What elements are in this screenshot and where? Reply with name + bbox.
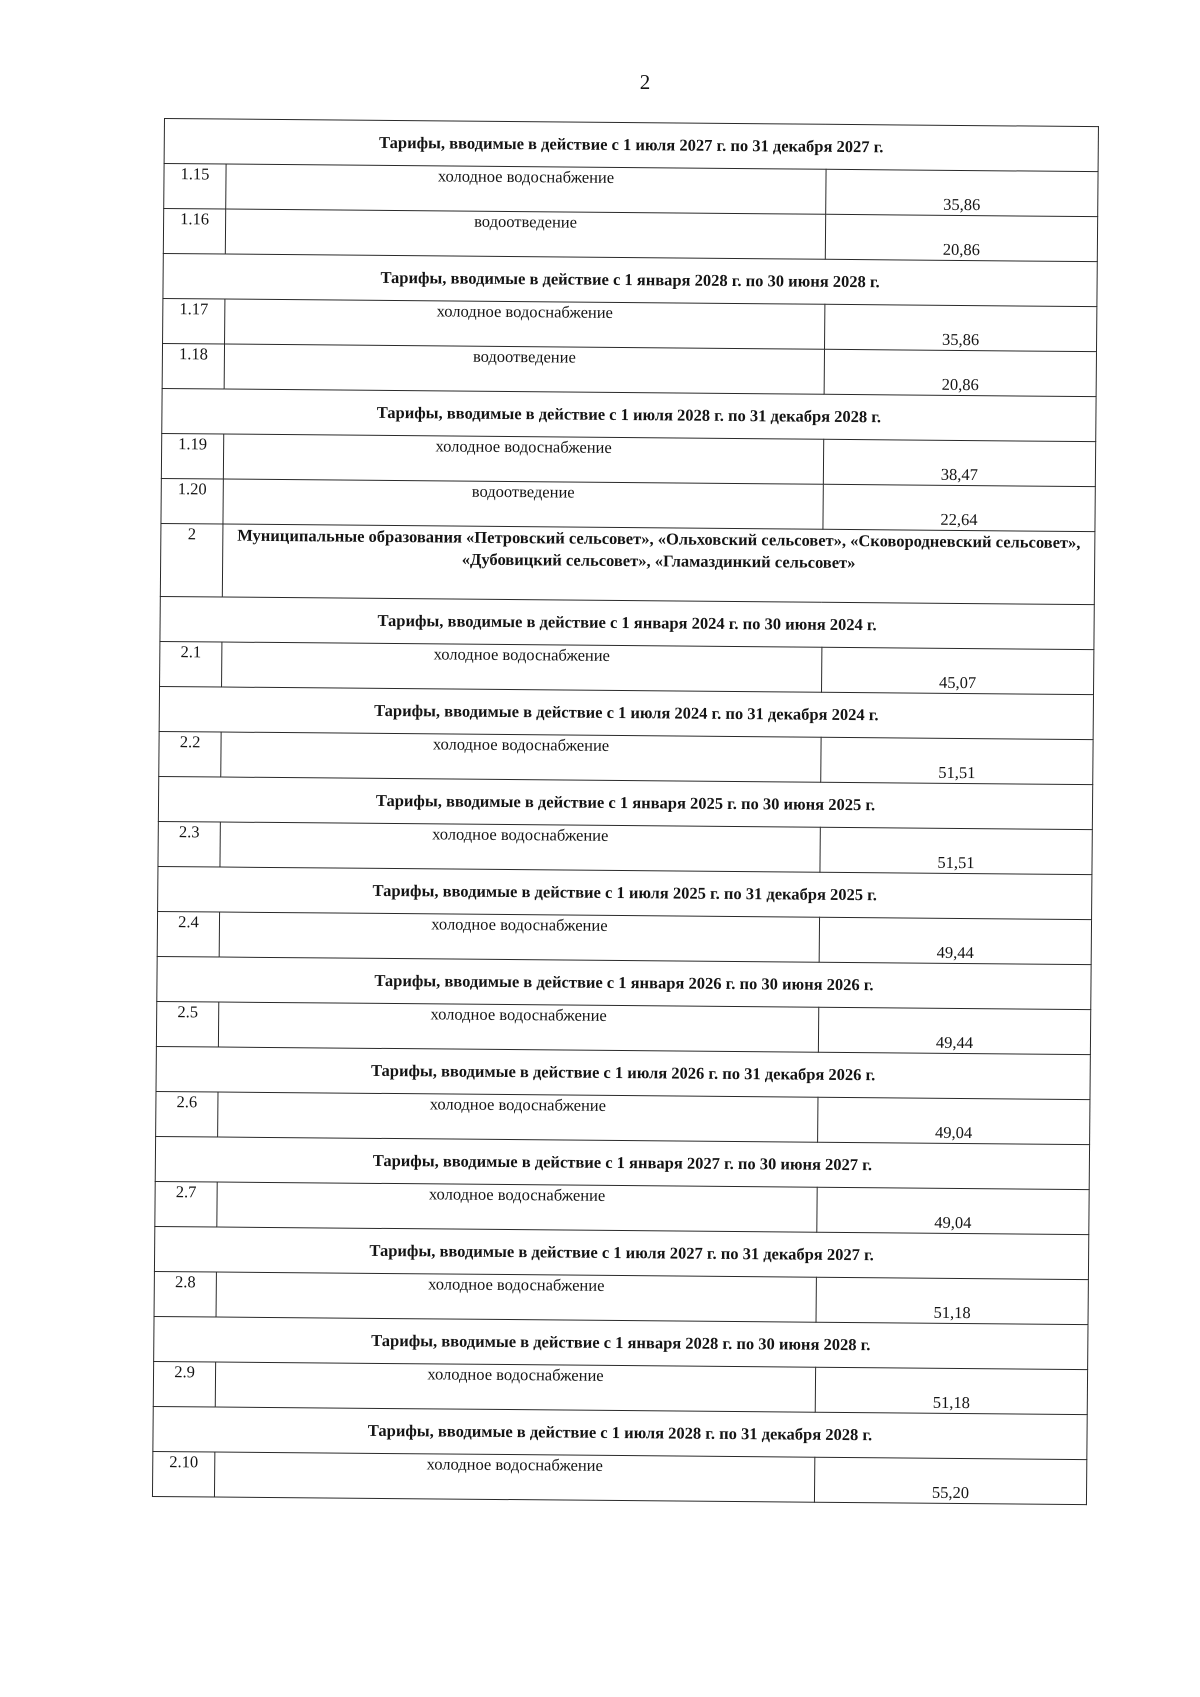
- tariff-value: 49,44: [818, 1007, 1090, 1054]
- item-number: 2.7: [155, 1181, 217, 1227]
- period-header: Тарифы, вводимые в действие с 1 января 2026 г. по 30 июня 2026 г.: [157, 956, 1091, 1009]
- tariff-row: [153, 1361, 1087, 1414]
- period-header: Тарифы, вводимые в действие с 1 января 2024 г. по 30 июня 2024 г.: [160, 596, 1094, 649]
- tariff-value: 49,04: [817, 1187, 1089, 1234]
- item-number: 2.2: [159, 731, 221, 777]
- period-header-row: [153, 1406, 1087, 1459]
- service-name: холодное водоснабжение: [217, 1182, 817, 1232]
- item-number: 2.6: [156, 1091, 218, 1137]
- tariff-value: 51,51: [821, 737, 1093, 784]
- period-header: Тарифы, вводимые в действие с 1 января 2028 г. по 30 июня 2028 г.: [163, 253, 1097, 306]
- period-header-row: [159, 686, 1093, 739]
- item-number: 2.3: [158, 821, 220, 867]
- period-header: Тарифы, вводимые в действие с 1 июля 2028 г. по 31 декабря 2028 г.: [162, 388, 1096, 441]
- period-header: Тарифы, вводимые в действие с 1 июля 2025 г. по 31 декабря 2025 г.: [158, 866, 1092, 919]
- period-header: Тарифы, вводимые в действие с 1 июля 2027 г. по 31 декабря 2027 г.: [164, 119, 1098, 172]
- period-header: Тарифы, вводимые в действие с 1 июля 2026 г. по 31 декабря 2026 г.: [156, 1046, 1090, 1099]
- tariff-value: 45,07: [821, 647, 1093, 694]
- item-number: 1.18: [162, 343, 224, 389]
- tariff-row: [164, 164, 1098, 217]
- tariff-row: [156, 1091, 1090, 1144]
- municipality-group-row: [160, 523, 1095, 604]
- tariff-value: 20,86: [825, 214, 1097, 261]
- tariff-row: [163, 298, 1097, 351]
- item-number: 1.17: [163, 298, 225, 344]
- tariff-value: 38,47: [823, 439, 1095, 486]
- period-header-row: [158, 866, 1092, 919]
- item-number: 1.20: [161, 478, 223, 524]
- service-name: холодное водоснабжение: [215, 1362, 815, 1412]
- service-name: холодное водоснабжение: [220, 822, 820, 872]
- period-header-row: [154, 1226, 1088, 1279]
- tariff-value: 55,20: [814, 1457, 1086, 1504]
- tariff-row: [162, 343, 1096, 396]
- service-name: холодное водоснабжение: [221, 732, 821, 782]
- tariff-value: 51,18: [816, 1277, 1088, 1324]
- service-name: холодное водоснабжение: [225, 299, 825, 349]
- period-header: Тарифы, вводимые в действие с 1 июля 2027 г. по 31 декабря 2027 г.: [154, 1226, 1088, 1279]
- page-number: 2: [639, 70, 651, 94]
- period-header-row: [160, 596, 1094, 649]
- service-name: водоотведение: [225, 209, 825, 259]
- tariff-table-body: [152, 119, 1098, 1505]
- period-header-row: [155, 1136, 1089, 1189]
- period-header-row: [162, 388, 1096, 441]
- service-name: холодное водоснабжение: [218, 1092, 818, 1142]
- item-number: 2.10: [152, 1451, 214, 1497]
- item-number: 2.4: [157, 911, 219, 957]
- period-header-row: [154, 1316, 1088, 1369]
- tariff-value: 22,64: [823, 484, 1095, 531]
- tariff-row: [155, 1181, 1089, 1234]
- item-number: 2.8: [154, 1271, 216, 1317]
- service-name: холодное водоснабжение: [222, 642, 822, 692]
- item-number: 1.15: [164, 164, 226, 210]
- period-header: Тарифы, вводимые в действие с 1 января 2028 г. по 30 июня 2028 г.: [154, 1316, 1088, 1369]
- tariff-value: 51,51: [820, 827, 1092, 874]
- service-name: холодное водоснабжение: [223, 434, 823, 484]
- item-number: 2.5: [156, 1001, 218, 1047]
- period-header-row: [164, 119, 1098, 172]
- service-name: водоотведение: [224, 344, 824, 394]
- item-number: 2.9: [153, 1361, 215, 1407]
- group-number: 2: [160, 523, 223, 597]
- service-name: холодное водоснабжение: [219, 912, 819, 962]
- service-name: холодное водоснабжение: [214, 1452, 814, 1502]
- tariff-row: [161, 433, 1095, 486]
- item-number: 2.1: [160, 641, 222, 687]
- period-header: Тарифы, вводимые в действие с 1 июля 2028 г. по 31 декабря 2028 г.: [153, 1406, 1087, 1459]
- period-header-row: [157, 956, 1091, 1009]
- tariff-row: [158, 821, 1092, 874]
- tariff-value: 49,44: [819, 917, 1091, 964]
- tariff-row: [157, 911, 1091, 964]
- tariff-value: 51,18: [815, 1367, 1087, 1414]
- tariff-row: [160, 641, 1094, 694]
- tariff-row: [152, 1451, 1086, 1504]
- service-name: холодное водоснабжение: [218, 1002, 818, 1052]
- service-name: холодное водоснабжение: [216, 1272, 816, 1322]
- item-number: 1.16: [163, 209, 225, 255]
- tariff-row: [161, 478, 1095, 531]
- tariff-row: [163, 209, 1097, 262]
- municipality-group-title: Муниципальные образования «Петровский сельсовет», «Ольховский сельсовет», «Сковородневский сельсовет», «Дубовицкий сельсовет», «Гламаздинкий сельсовет»: [222, 524, 1095, 605]
- tariff-value: 35,86: [824, 304, 1096, 351]
- period-header-row: [156, 1046, 1090, 1099]
- item-number: 1.19: [161, 433, 223, 479]
- period-header-row: [158, 776, 1092, 829]
- period-header: Тарифы, вводимые в действие с 1 июля 2024 г. по 31 декабря 2024 г.: [159, 686, 1093, 739]
- period-header: Тарифы, вводимые в действие с 1 января 2025 г. по 30 июня 2025 г.: [158, 776, 1092, 829]
- tariff-row: [156, 1001, 1090, 1054]
- service-name: водоотведение: [223, 479, 823, 529]
- period-header: Тарифы, вводимые в действие с 1 января 2027 г. по 30 июня 2027 г.: [155, 1136, 1089, 1189]
- tariff-table: [152, 118, 1099, 1505]
- tariff-value: 49,04: [818, 1097, 1090, 1144]
- tariff-row: [154, 1271, 1088, 1324]
- period-header-row: [163, 253, 1097, 306]
- tariff-value: 20,86: [824, 349, 1096, 396]
- tariff-value: 35,86: [826, 169, 1098, 216]
- tariff-row: [159, 731, 1093, 784]
- service-name: холодное водоснабжение: [226, 164, 826, 214]
